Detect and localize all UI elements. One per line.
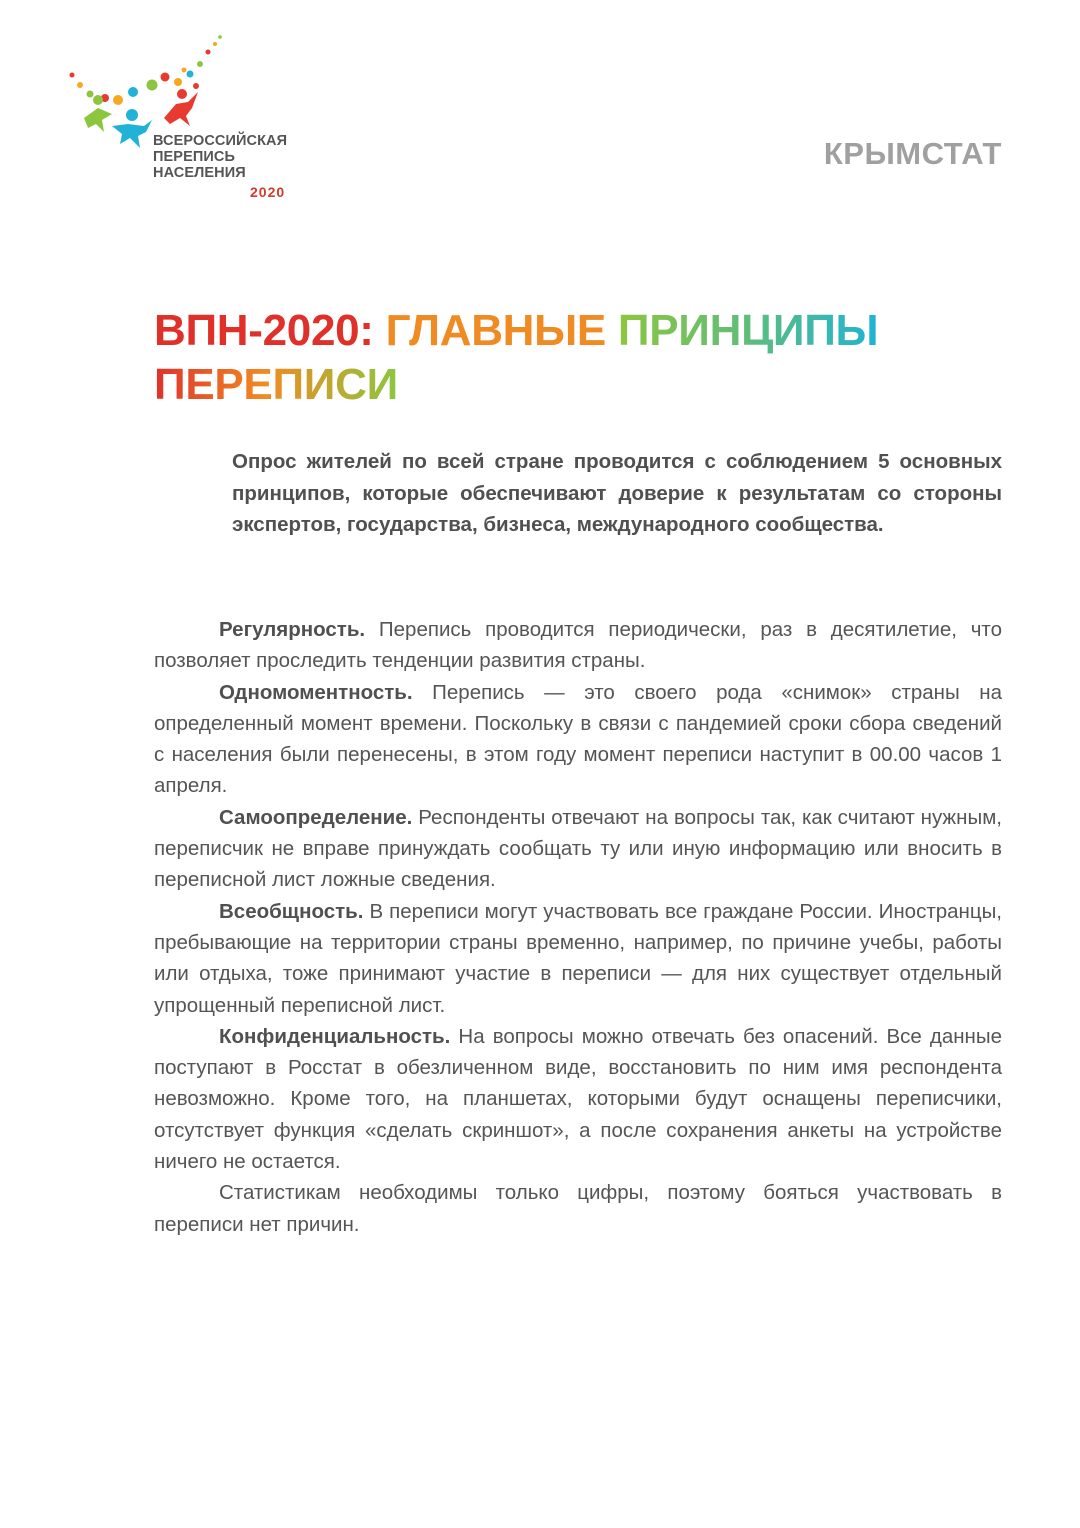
principle-text: В переписи могут участвовать все граждане России. Иностранцы, пребывающие на территории страны временно, например, по причине учебы, работы или отдыха, тоже принимают участие в переписи — для них существует отдельный упрощенный переписной лист.	[154, 899, 1002, 1017]
principle-text: Перепись проводится периодически, раз в десятилетие, что позволяет проследить тенденции развития страны.	[154, 618, 1002, 673]
title-part-red: ВПН-2020:	[154, 306, 386, 355]
title-part-gradient: ПЕРЕПИСИ	[154, 360, 398, 409]
principle-name: Одномоментность.	[219, 680, 413, 704]
logo-year: 2020	[250, 184, 286, 200]
principle-text: Респонденты отвечают на вопросы так, как считают нужным, переписчик не вправе принуждать сообщать ту или иную информацию или вносить в переписной лист ложные сведения.	[154, 805, 1002, 892]
principle-paragraph	[154, 677, 1002, 802]
closing-paragraph: Статистикам необходимы только цифры, поэтому бояться участвовать в переписи нет причин.	[154, 1181, 1002, 1236]
lead-paragraph: Опрос жителей по всей стране проводится с соблюдением 5 основных принципов, которые обеспечивают доверие к результатам со стороны экспертов, государства, бизнеса, международного сообщества.	[232, 450, 1002, 536]
page-title	[154, 304, 1004, 412]
logo-wordmark	[153, 133, 287, 181]
logo-line-1: ВСЕРОССИЙСКАЯ	[153, 133, 288, 149]
principle-text: На вопросы можно отвечать без опасений. Все данные поступают в Росстат в обезличенном виде, восстановить по ним имя респондента невозможно. Кроме того, на планшетах, которыми будут оснащены переписчики, отсутствует функция «сделать скриншот», а после сохранения анкеты на устройстве ничего не остается.	[154, 1024, 1002, 1174]
principle-paragraph	[154, 896, 1002, 1021]
census-logo-emblem	[60, 30, 310, 210]
logo-line-2: ПЕРЕПИСЬ	[153, 149, 235, 165]
principle-paragraph	[154, 802, 1002, 896]
title-part-orange: ГЛАВНЫЕ	[385, 306, 618, 355]
title-line-1	[154, 304, 1004, 358]
principle-paragraph	[154, 614, 1002, 677]
title-part-green-cyan: ПРИНЦИПЫ	[617, 306, 879, 355]
agency-name: КРЫМСТАТ	[823, 136, 1002, 171]
census-logo	[60, 30, 310, 210]
principle-paragraph	[154, 1021, 1002, 1177]
principle-name: Конфиденциальность.	[219, 1024, 451, 1048]
title-line-2	[154, 358, 1004, 412]
logo-line-3: НАСЕЛЕНИЯ	[153, 165, 246, 181]
principle-name: Всеобщность.	[219, 899, 364, 923]
principle-text: Перепись — это своего рода «снимок» страны на определенный момент времени. Поскольку в связи с пандемией сроки сбора сведений с населения были перенесены, в этом году момент переписи наступит в 00.00 часов 1 апреля.	[154, 680, 1002, 798]
principle-name: Регулярность.	[219, 618, 366, 641]
article-body	[154, 614, 1002, 1240]
principle-name: Самоопределение.	[219, 805, 413, 829]
